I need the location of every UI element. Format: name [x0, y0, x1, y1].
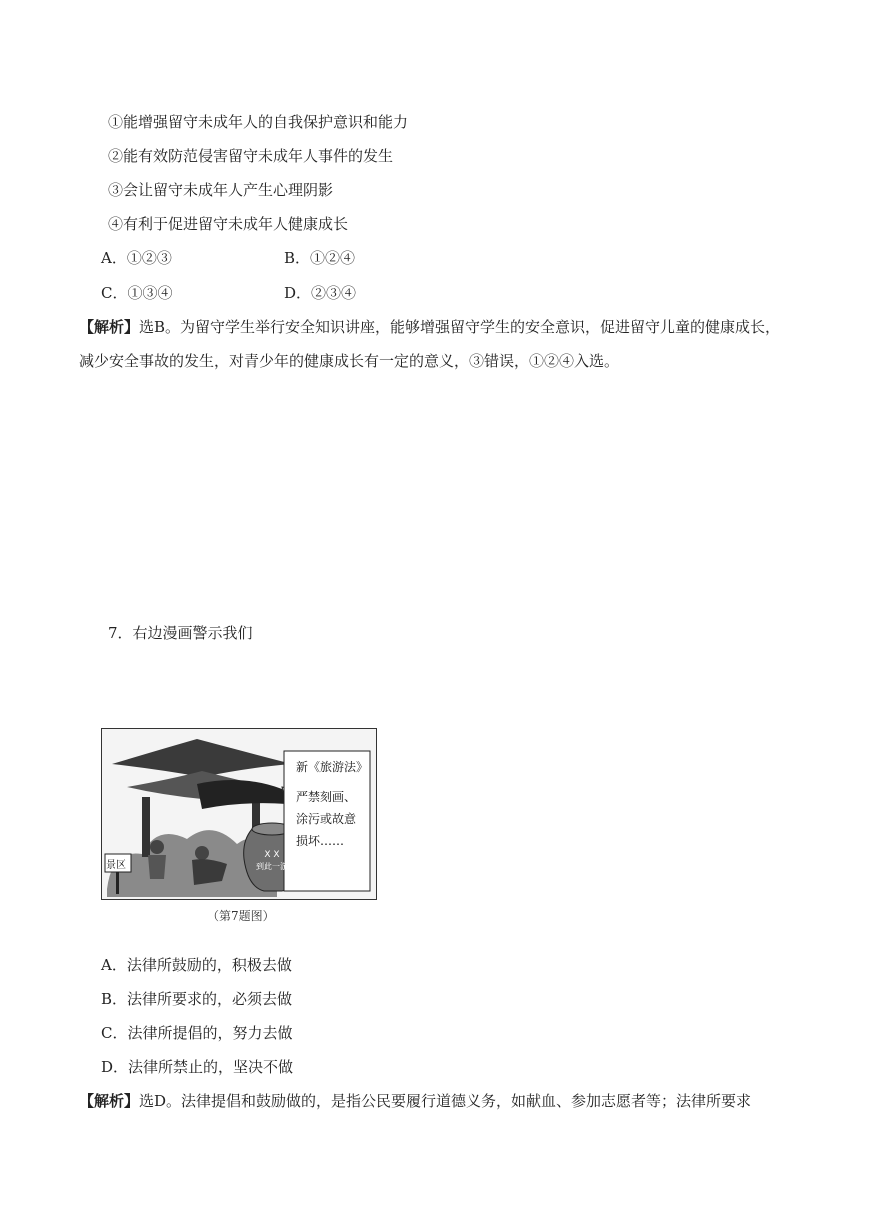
q6-option-a: A．①②③: [101, 249, 172, 267]
q7-figure-caption: （第7题图）: [207, 909, 275, 923]
q7-option-d: D．法律所禁止的，坚决不做: [101, 1058, 294, 1076]
sign-line-2: 涂污或故意: [296, 812, 357, 826]
tourist-head: [150, 840, 164, 854]
q6-analysis-line-2: 减少安全事故的发生，对青少年的健康成长有一定的意义，③错误，①②④入选。: [79, 352, 620, 370]
q6-analysis-line-1: [79, 317, 780, 337]
q7-analysis-text-1: 选D。法律提倡和鼓励做的，是指公民要履行道德义务，如献血、参加志愿者等；法律所要求: [139, 1092, 752, 1110]
q6-item-3: ③会让留守未成年人产生心理阴影: [108, 181, 334, 199]
sign-line-3: 损坏……: [296, 834, 345, 848]
q7-analysis-line-1: [79, 1091, 751, 1111]
scenic-label: 景区: [106, 860, 126, 871]
pillar-left: [142, 797, 150, 857]
arm-shape: [197, 780, 287, 809]
vase-graffiti-top: X X: [264, 850, 280, 860]
q6-item-4: ④有利于促进留守未成年人健康成长: [108, 215, 349, 233]
scenic-label-post: [116, 872, 119, 894]
q7-option-c: C．法律所提倡的，努力去做: [101, 1024, 293, 1042]
sign-line-1: 严禁刻画、: [296, 790, 357, 804]
q7-option-b: B．法律所要求的，必须去做: [101, 990, 293, 1008]
q6-analysis-label: 【解析】: [79, 318, 140, 336]
q7-cartoon-figure: [101, 728, 377, 900]
q6-option-c: C．①③④: [101, 284, 173, 302]
q7-option-a: A．法律所鼓励的，积极去做: [101, 956, 292, 974]
sign-title: 新《旅游法》: [296, 760, 369, 774]
vase-graffiti: [254, 849, 290, 873]
q6-option-b: B．①②④: [284, 249, 356, 267]
q6-option-d: D．②③④: [284, 284, 357, 302]
vase-graffiti-bottom: 到此一游: [256, 862, 288, 871]
q6-analysis-text-1: 选B。为留守学生举行安全知识讲座，能够增强留守学生的安全意识，促进留守儿童的健康成长，: [139, 318, 781, 336]
tourist-carving-head: [195, 846, 209, 860]
tourist-body: [148, 855, 166, 879]
sign-text: [296, 759, 368, 849]
q7-stem: 7．右边漫画警示我们: [108, 624, 253, 642]
q6-item-1: ①能增强留守未成年人的自我保护意识和能力: [108, 113, 409, 131]
q6-item-2: ②能有效防范侵害留守未成年人事件的发生: [108, 147, 394, 165]
q7-analysis-label: 【解析】: [79, 1092, 140, 1110]
